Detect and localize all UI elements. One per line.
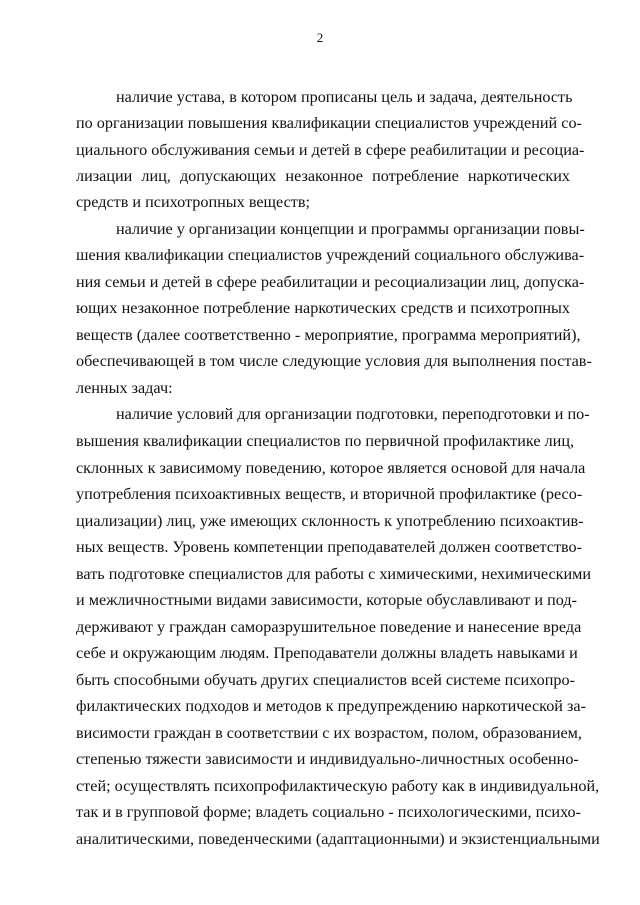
text-line: висимости граждан в соответствии с их возрастом, полом, образованием,	[76, 724, 582, 742]
text-line: циального обслуживания семьи и детей в сфере реабилитации и ресоциа-	[76, 141, 585, 159]
text-line: веществ (далее соответственно - мероприятие, программа мероприятий),	[76, 326, 581, 344]
text-line: по организации повышения квалификации специалистов учреждений со-	[76, 114, 582, 132]
text-line: наличие устава, в котором прописаны цель и задача, деятельность	[116, 88, 573, 106]
text-line: ных веществ. Уровень компетенции преподавателей должен соответство-	[76, 538, 583, 556]
text-line: филактических подходов и методов к предупреждению наркотической за-	[76, 697, 586, 715]
text-line: так и в групповой форме; владеть социально - психологическими, психо-	[76, 803, 582, 821]
text-line: и межличностными видами зависимости, которые обуславливают и под-	[76, 591, 578, 609]
text-line: наличие условий для организации подготовки, переподготовки и по-	[116, 405, 590, 423]
text-line: обеспечивающей в том числе следующие условия для выполнения постав-	[76, 352, 592, 370]
text-line: циализации) лиц, уже имеющих склонность к употреблению психоактив-	[76, 512, 584, 530]
text-line: ющих незаконное потребление наркотических средств и психотропных	[76, 299, 570, 317]
text-line: аналитическими, поведенческими (адаптационными) и экзистенциальными	[76, 830, 600, 848]
text-line: употребления психоактивных веществ, и вторичной профилактике (ресо-	[76, 485, 583, 503]
text-line: шения квалификации специалистов учреждений социального обслужива-	[76, 246, 585, 264]
text-line: склонных к зависимому поведению, которое является основой для начала	[76, 459, 586, 477]
text-line: вышения квалификации специалистов по первичной профилактике лиц,	[76, 432, 575, 450]
text-line: средств и психотропных веществ;	[76, 193, 310, 211]
text-line: ния семьи и детей в сфере реабилитации и ресоциализации лиц, допуска-	[76, 273, 585, 291]
text-line: наличие у организации концепции и программы организации повы-	[116, 220, 585, 238]
text-line: быть способными обучать других специалистов всей системе психопро-	[76, 671, 576, 689]
text-line: держивают у граждан саморазрушительное поведение и нанесение вреда	[76, 618, 582, 636]
text-line: вать подготовке специалистов для работы с химическими, нехимическими	[76, 565, 592, 583]
text-line: степенью тяжести зависимости и индивидуально-личностных особенно-	[76, 750, 579, 768]
text-line: ленных задач:	[76, 379, 173, 397]
text-line: стей; осуществлять психопрофилактическую работу как в индивидуальной,	[76, 777, 600, 795]
text-line: лизации лиц, допускающих незаконное потребление наркотических	[76, 167, 570, 185]
page-number: 2	[316, 30, 324, 45]
text-line: себе и окружающим людям. Преподаватели должны владеть навыками и	[76, 644, 578, 662]
